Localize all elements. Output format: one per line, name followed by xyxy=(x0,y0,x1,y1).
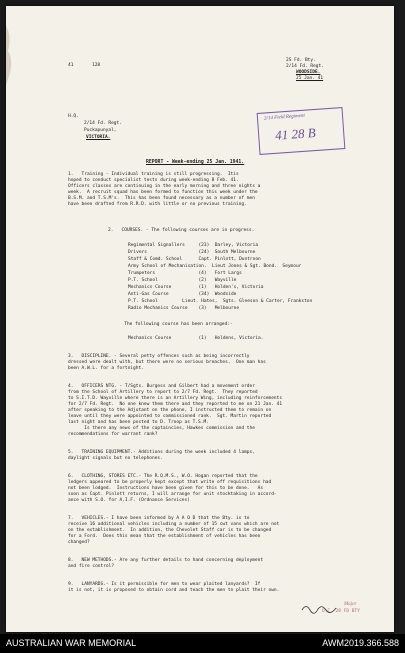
course-item: Regimental Signallers (23) Darley, Victoria xyxy=(128,243,259,248)
course-item: Radio Mechanics Course (3) Melbourne xyxy=(128,306,240,311)
signature-rank: Major xyxy=(344,602,357,607)
archive-footer xyxy=(0,634,405,653)
ref-number: 128 xyxy=(92,63,101,68)
course-item: Staff & Comd. School Capt. Pinlott, Duntroon xyxy=(128,257,261,262)
unit-name: 2S Fd. Bty. xyxy=(286,58,316,63)
arranged-course: Mechanics Course (1) Holdens, Victoria. xyxy=(128,336,264,341)
regiment-stamp xyxy=(257,107,346,155)
courses-intro: 2. COURSES. - The following courses are in progress. xyxy=(108,228,255,233)
addressee-line-1: H.Q. xyxy=(68,114,79,119)
place-name: WOODSIDE. xyxy=(296,70,321,75)
header-date: 25 Jan. 41 xyxy=(296,76,324,81)
course-item: Trumpeters (4) Fort Largs xyxy=(128,271,242,276)
report-title: REPORT - Week-ending 25 Jan. 1941. xyxy=(146,160,245,165)
regiment-name: 2/14 Fd. Regt. xyxy=(286,64,324,69)
addressee-line-4: VICTORIA. xyxy=(86,135,111,140)
course-item: Mechanics Course (1) Holden's, Victoria xyxy=(128,285,264,290)
course-item: Drivers (24) South Melbourne xyxy=(128,250,256,255)
course-item: Anti-Gas Course (34) Woodside xyxy=(128,292,237,297)
footer-accession: AWM2019.366.588 xyxy=(322,638,399,648)
ref-left: 41 xyxy=(68,63,74,68)
arranged-intro: The following course has been arranged:- xyxy=(108,322,233,327)
signature-stamp: O.C. 28 FD BTY xyxy=(322,609,360,614)
footer-institution: AUSTRALIAN WAR MEMORIAL xyxy=(6,638,137,648)
stamp-number: 41 28 B xyxy=(274,125,317,143)
course-item: Army School of Mechanisation. Lieut Jones & Sgt. Bond. Seymour xyxy=(128,264,302,269)
course-item: P.T. School Lieut. Hates, Sgts. Gleeson & Carter, Frankston xyxy=(128,299,313,304)
stamp-label: 2/14 Field Regiment xyxy=(263,113,305,122)
torn-edge-mark xyxy=(6,6,20,86)
addressee-line-2: 2/14 Fd. Regt. xyxy=(84,121,122,126)
addressee-line-3: Puckapunyal, xyxy=(84,128,117,133)
course-item: P.T. School (2) Wayville xyxy=(128,278,237,283)
